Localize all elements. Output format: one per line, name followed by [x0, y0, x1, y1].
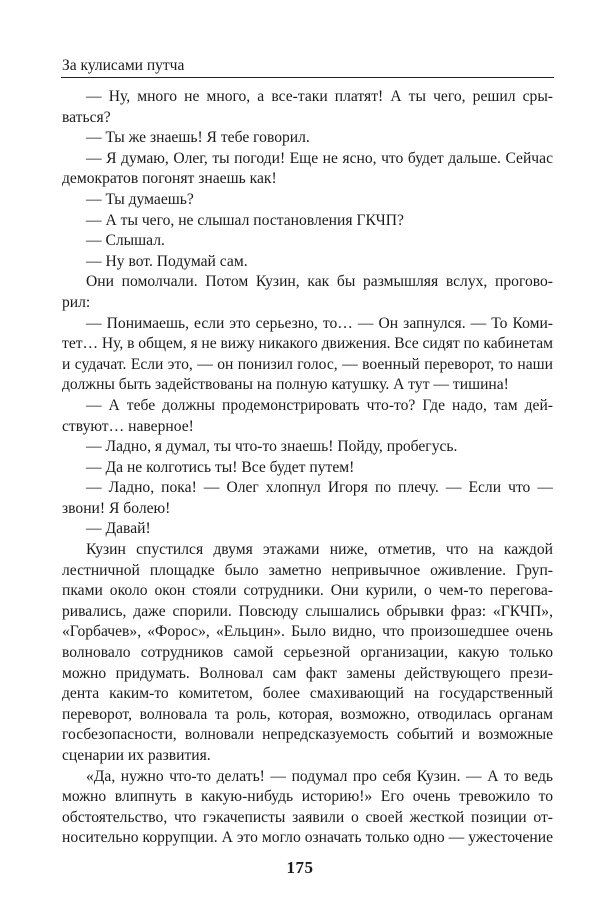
- text-line: тет… Ну, в общем, я не вижу никакого движения. Все сидят по кабинетам: [62, 335, 553, 353]
- text-line: лестничной площадке было заметно непривычное оживление. Груп-: [62, 561, 553, 579]
- text-line: ствуют… наверное!: [62, 417, 194, 435]
- text-line: можно придумать. Волновал сам факт замены действующего прези-: [62, 664, 553, 682]
- text-line: волновало сотрудников самой серьезной организации, какую только: [62, 644, 553, 662]
- text-line: дента каким-то комитетом, более смахивающий на государственный: [62, 685, 553, 703]
- text-line: — Ты же знаешь! Я тебе говорил.: [86, 129, 310, 147]
- text-line: демократов погонят знаешь как!: [62, 170, 277, 188]
- text-line: «Да, нужно что-то делать! — подумал про себя Кузин. — А то ведь: [86, 767, 553, 785]
- text-line: — Ты думаешь?: [86, 190, 194, 208]
- header-rule: [61, 77, 554, 78]
- page-body-text: [62, 87, 553, 849]
- text-line: — Понимаешь, если это серьезно, то… — Он запнулся. — То Коми-: [86, 314, 553, 332]
- text-line: ваться?: [62, 108, 111, 126]
- text-line: — Ладно, пока! — Олег хлопнул Игоря по плечу. — Если что —: [86, 479, 553, 497]
- text-line: и судачат. Если это, — он понизил голос, — военный переворот, то наши: [62, 355, 553, 373]
- text-line: пками около окон стояли сотрудники. Они курили, о чем-то перегова-: [62, 582, 553, 600]
- text-line: ривались, даже спорили. Повсюду слышались обрывки фраз: «ГКЧП»,: [62, 602, 553, 620]
- text-line: звони! Я болею!: [62, 499, 171, 517]
- text-line: — Да не колготись ты! Все будет путем!: [86, 458, 355, 476]
- text-line: «Горбачев», «Форос», «Ельцин». Было видно, что произошедшее очень: [62, 623, 553, 641]
- text-line: — Давай!: [86, 520, 151, 538]
- text-line: — А ты чего, не слышал постановления ГКЧП?: [86, 211, 404, 229]
- running-head: За кулисами путча: [62, 57, 185, 74]
- text-line: — А тебе должны продемонстрировать что-то? Где надо, там дей-: [86, 396, 553, 414]
- text-line: Кузин спустился двумя этажами ниже, отметив, что на каждой: [86, 541, 553, 559]
- text-line: должны быть задействованы на полную катушку. А тут — тишина!: [62, 376, 509, 394]
- text-line: Они помолчали. Потом Кузин, как бы размышляя вслух, прогово-: [86, 273, 553, 291]
- text-line: — Ладно, я думал, ты что-то знаешь! Пойду, пробегусь.: [86, 438, 458, 456]
- text-line: сценарии их развития.: [62, 747, 211, 764]
- text-line: — Ну вот. Подумай сам.: [86, 252, 248, 270]
- text-line: носительно коррупции. А это могло означать только одно — ужесточение: [62, 829, 553, 847]
- text-line: обстоятельство, что гэкачеписты заявили о своей жесткой позиции от-: [62, 808, 553, 826]
- page-number: 175: [286, 858, 314, 877]
- text-line: переворот, волновала та роль, которая, возможно, отводилась органам: [62, 705, 553, 723]
- text-line: можно влипнуть в какую-нибудь историю!» Его очень тревожило то: [62, 788, 553, 806]
- text-line: — Ну, много не много, а все-таки платят! А ты чего, решил сры-: [86, 88, 553, 105]
- text-line: — Слышал.: [86, 232, 165, 250]
- text-line: госбезопасности, волновали непредсказуемость событий и возможные: [62, 726, 553, 744]
- text-line: рил:: [62, 293, 91, 311]
- text-line: — Я думаю, Олег, ты погоди! Еще не ясно, что будет дальше. Сейчас: [86, 149, 553, 167]
